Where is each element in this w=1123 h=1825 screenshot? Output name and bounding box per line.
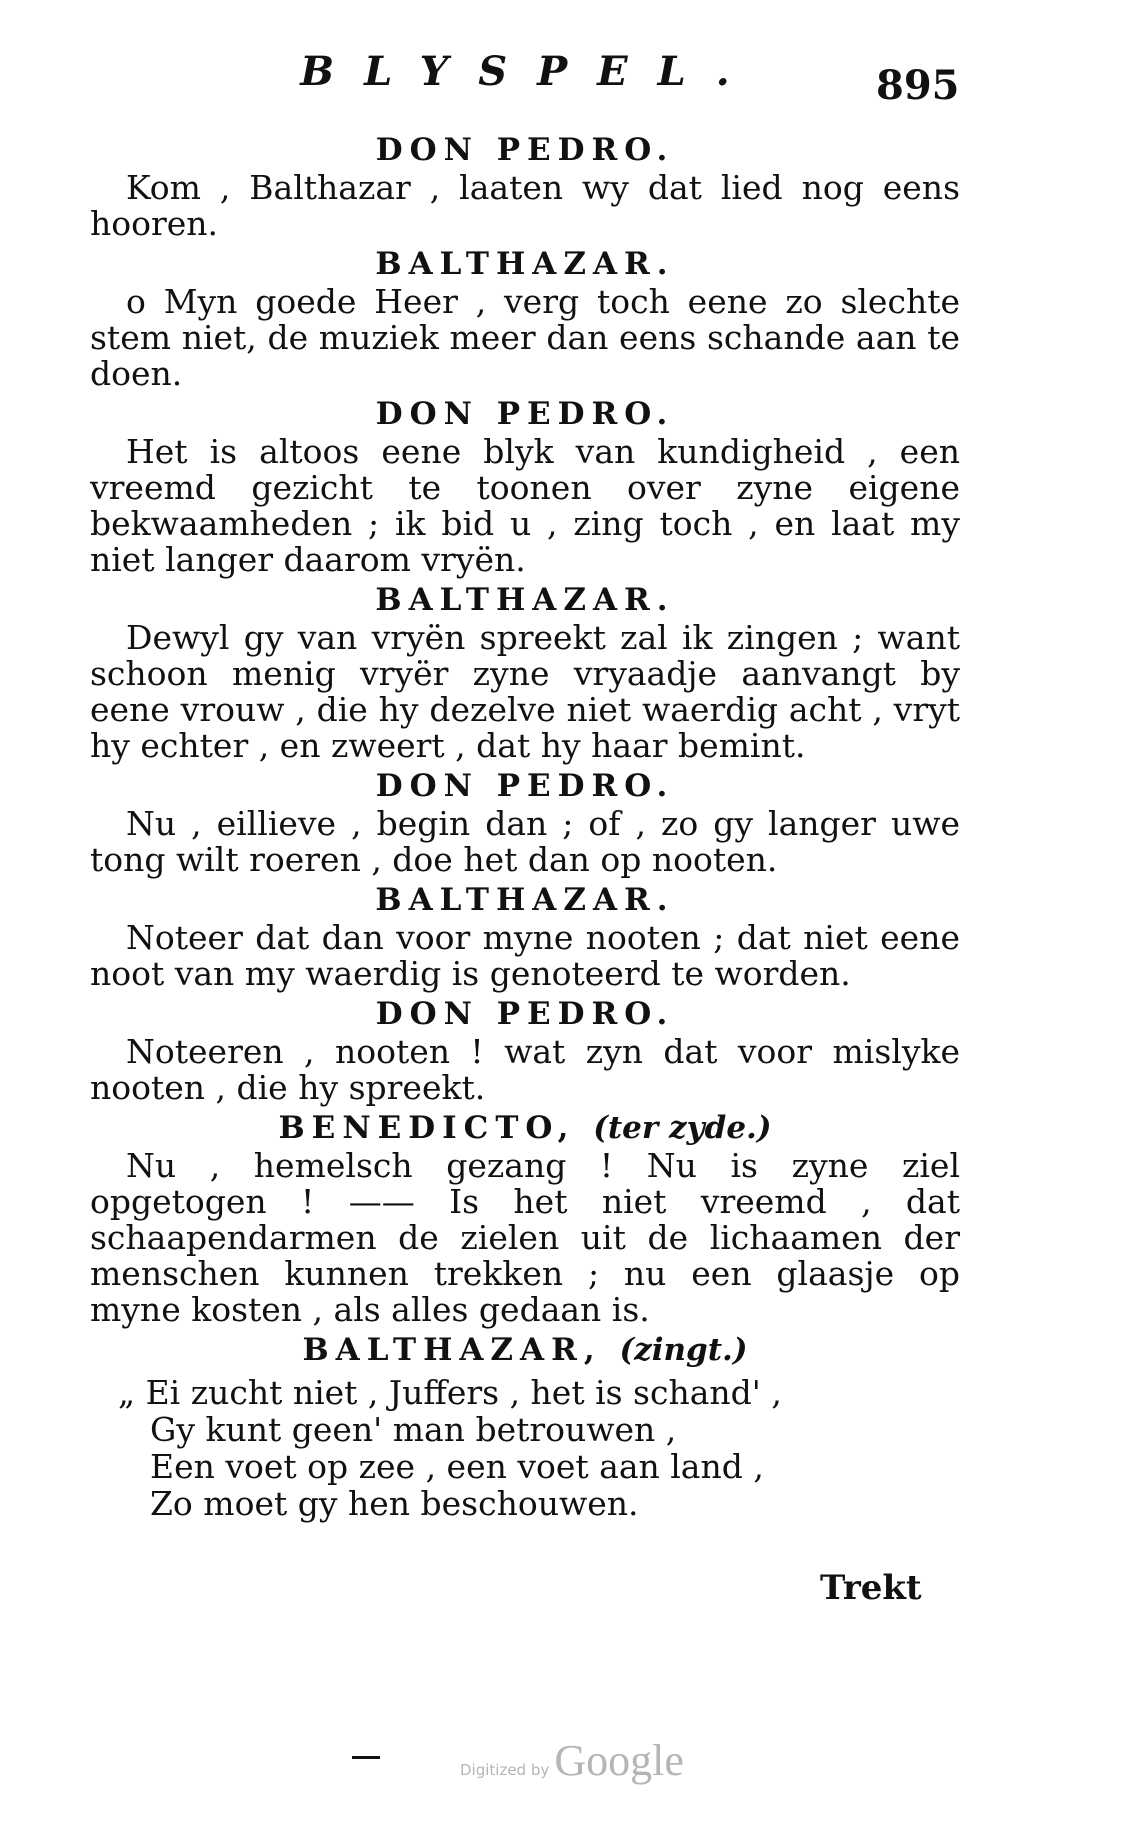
speech-text: Nu , eillieve , begin dan ; of , zo gy langer uwe tong wilt roeren , doe het dan op nooten. xyxy=(90,804,960,879)
speaker-name: BALTHAZAR. xyxy=(375,882,675,918)
page-number: 895 xyxy=(876,62,960,109)
speech-text: Noteeren , nooten ! wat zyn dat voor mislyke nooten , die hy spreekt. xyxy=(90,1032,960,1107)
stage-direction: (ter zyde.) xyxy=(593,1110,772,1146)
verse-line: Een voet op zee , een voet aan land , xyxy=(150,1447,764,1486)
speaker-name: BALTHAZAR. xyxy=(375,246,675,282)
speaker-heading xyxy=(90,1330,960,1370)
verse-line: Zo moet gy hen beschouwen. xyxy=(150,1484,639,1523)
play-text xyxy=(90,128,960,1522)
speaker-name: DON PEDRO. xyxy=(375,768,675,804)
speech-text: Dewyl gy van vryën spreekt zal ik zingen ; want schoon menig vryër zyne vryaadje aanvangt by eene vrouw , die hy dezelve niet waerdig acht , vryt hy echter , en zweert , dat hy haar bemint. xyxy=(90,618,960,765)
dialogue-entry xyxy=(90,394,960,578)
dialogue-entry xyxy=(90,994,960,1106)
running-title: BLYSPEL. xyxy=(300,48,760,95)
dialogue-entry xyxy=(90,244,960,392)
speech-text: o Myn goede Heer , verg toch eene zo slechte stem niet, de muziek meer dan eens schande aan te doen. xyxy=(90,282,960,393)
dialogue-entry xyxy=(90,580,960,764)
stage-direction: (zingt.) xyxy=(619,1332,748,1368)
speaker-name: DON PEDRO. xyxy=(375,396,675,432)
speaker-name: DON PEDRO. xyxy=(375,132,675,168)
dialogue-entry xyxy=(90,880,960,992)
verse-line: „ Ei zucht niet , Juffers , het is schand' , xyxy=(118,1373,782,1412)
print-mark xyxy=(352,1756,380,1759)
speech-text: Noteer dat dan voor myne nooten ; dat niet eene noot van my waerdig is genoteerd te worden. xyxy=(90,918,960,993)
verse-line: Gy kunt geen' man betrouwen , xyxy=(150,1410,677,1449)
speech-text: Nu , hemelsch gezang ! Nu is zyne ziel opgetogen ! —— Is het niet vreemd , dat schaapendarmen de zielen uit de lichaamen der menschen kunnen trekken ; nu een glaasje op myne kosten , als alles gedaan is. xyxy=(90,1146,960,1329)
speaker-name: BALTHAZAR, xyxy=(302,1332,602,1368)
speaker-name: DON PEDRO. xyxy=(375,996,675,1032)
google-logo: Google xyxy=(554,1736,684,1785)
speaker-heading xyxy=(90,1108,960,1148)
song-verse xyxy=(90,1374,960,1522)
digitization-watermark xyxy=(460,1735,684,1786)
speech-text: Kom , Balthazar , laaten wy dat lied nog eens hooren. xyxy=(90,168,960,243)
song-entry xyxy=(90,1330,960,1522)
speaker-name: BENEDICTO, xyxy=(278,1110,576,1146)
dialogue-entry xyxy=(90,766,960,878)
dialogue-entry xyxy=(90,130,960,242)
catchword: Trekt xyxy=(820,1568,922,1608)
watermark-prefix: Digitized by xyxy=(460,1761,550,1779)
speaker-name: BALTHAZAR. xyxy=(375,582,675,618)
dialogue-entry xyxy=(90,1108,960,1328)
speech-text: Het is altoos eene blyk van kundigheid , een vreemd gezicht te toonen over zyne eigene bekwaamheden ; ik bid u , zing toch , en laat my niet langer daarom vryën. xyxy=(90,432,960,579)
